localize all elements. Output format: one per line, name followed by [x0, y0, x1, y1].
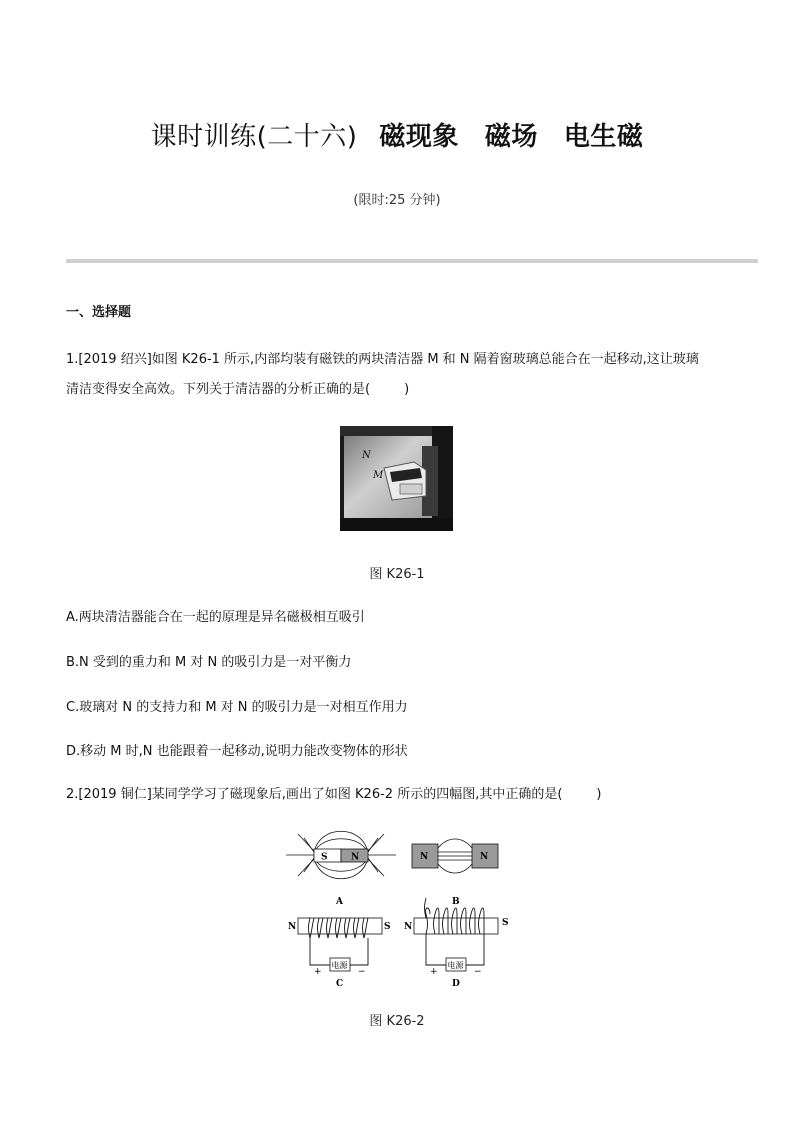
question-1-option-a: A.两块清洁器能合在一起的原理是异名磁极相互吸引: [66, 610, 365, 625]
photo-label-n: N: [362, 450, 371, 461]
figure-1-caption: 图 K26-1: [369, 567, 425, 582]
title-part-2: 磁场: [484, 122, 538, 152]
question-1-line-1: 1.[2019 绍兴]如图 K26-1 所示,内部均装有磁铁的两块清洁器 M 和 N 隔着窗玻璃总能合在一起移动,这让玻璃: [66, 352, 699, 367]
title-part-3: 电生磁: [563, 122, 644, 152]
panel-d-label: D: [452, 979, 460, 989]
page-title: [0, 116, 794, 153]
figure-2-caption: 图 K26-2: [369, 1014, 425, 1029]
magnetism-diagram: [284, 822, 514, 994]
question-1-line-2: [66, 375, 746, 405]
question-2-text: 2.[2019 铜仁]某同学学习了磁现象后,画出了如图 K26-2 所示的四幅图,其中正确的是(: [66, 787, 563, 802]
panel-d-source: 电源: [447, 961, 464, 970]
panel-c-label: C: [336, 979, 344, 989]
time-limit: (限时:25 分钟): [353, 193, 441, 208]
panel-b-label: B: [452, 897, 460, 907]
window-cleaner-photo: [340, 426, 453, 531]
panel-c-right-end: S: [384, 922, 391, 932]
question-1-close-paren: ): [404, 382, 410, 397]
panel-b-left-pole: N: [420, 852, 429, 862]
panel-c-left-end: N: [288, 922, 297, 932]
question-1-option-c: C.玻璃对 N 的支持力和 M 对 N 的吸引力是一对相互作用力: [66, 700, 408, 715]
panel-d-minus: −: [474, 967, 482, 977]
panel-b-field-lines: [438, 839, 472, 873]
question-2-close-paren: ): [596, 787, 602, 802]
panel-a-left-pole: S: [321, 852, 328, 863]
panel-c-minus: −: [358, 967, 366, 977]
question-1-option-d: D.移动 M 时,N 也能跟着一起移动,说明力能改变物体的形状: [66, 744, 408, 759]
question-1-option-b: B.N 受到的重力和 M 对 N 的吸引力是一对平衡力: [66, 655, 352, 670]
panel-d-plus: +: [430, 967, 438, 977]
question-1-line-2-text: 清洁变得安全高效。下列关于清洁器的分析正确的是(: [66, 382, 371, 397]
panel-c-source: 电源: [331, 961, 348, 970]
photo-label-m: M: [373, 470, 384, 481]
section-heading: 一、选择题: [66, 305, 132, 320]
panel-b-right-pole: N: [480, 852, 489, 862]
question-2-stem: [66, 780, 746, 810]
panel-a-label: A: [336, 897, 343, 907]
panel-d-right-end: S: [502, 918, 509, 928]
header-divider: [66, 259, 758, 263]
panel-d-left-end: N: [404, 922, 413, 932]
question-1-stem: [66, 345, 746, 405]
panel-a-right-pole: N: [351, 852, 360, 863]
title-part-1: 磁现象: [379, 122, 459, 152]
title-main: 课时训练(二十六): [150, 122, 358, 152]
panel-c-plus: +: [314, 967, 322, 977]
